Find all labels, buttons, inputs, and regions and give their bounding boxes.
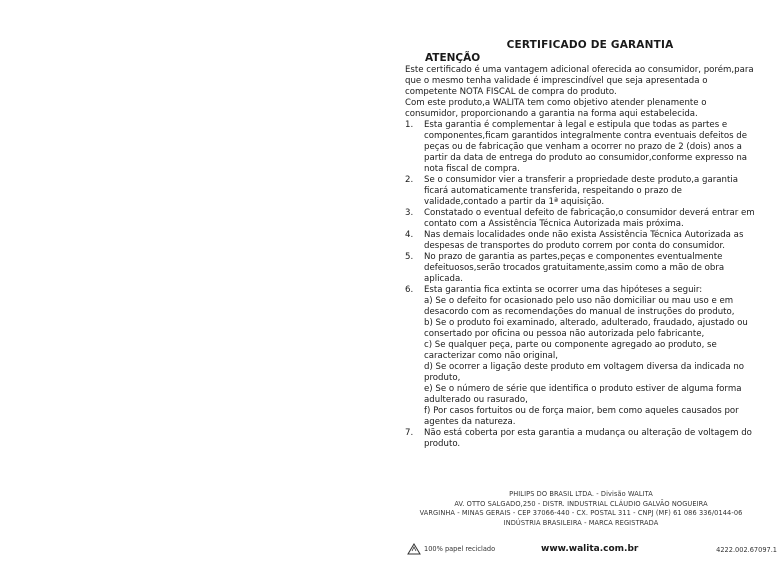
- list-item: [405, 428, 757, 450]
- sub-item: f) Por casos fortuitos ou de força maior, bem como aqueles causados por agentes da natureza.: [424, 406, 739, 427]
- conditions-list: [405, 120, 757, 450]
- list-item: [405, 252, 757, 285]
- item-number: 6.: [405, 285, 414, 295]
- footer-line: VARGINHA - MINAS GERAIS - CEP 37066-440 - CX. POSTAL 311 - CNPJ (MF) 61 086 336/0144-06: [419, 509, 743, 517]
- item-text: Esta garantia é complementar à legal e estipula que todas as partes e componentes,ficam garantidos integralmente contra eventuais defeitos de peças ou de fabricação que venham a ocorrer no prazo de 2 (dois) anos a partir da data de entrega do produto ao consumidor,conforme expresso na nota fiscal de compra.: [424, 120, 748, 174]
- item-number: 3.: [405, 208, 414, 218]
- company-footer: [405, 490, 757, 528]
- item-text: Nas demais localidades onde não exista Assistência Técnica Autorizada as despesas de transportes do produto correm por conta do consumidor.: [424, 230, 744, 251]
- item-text: Se o consumidor vier a transferir a propriedade deste produto,a garantia ficará automaticamente transferida, respeitando o prazo de validade,contado a partir da 1ª aquisição.: [424, 175, 738, 207]
- sub-item: a) Se o defeito for ocasionado pelo uso não domiciliar ou mau uso e em desacordo com as recomendações do manual de instruções do produto,: [424, 296, 735, 317]
- page-title: CERTIFICADO DE GARANTIA: [506, 39, 674, 51]
- item-content: [424, 285, 757, 428]
- attention-heading: ATENÇÃO: [425, 52, 481, 64]
- sub-item: d) Se ocorrer a ligação deste produto em voltagem diversa da indicada no produto,: [424, 362, 745, 383]
- footer-line: INDÚSTRIA BRASILEIRA - MARCA REGISTRADA: [503, 518, 659, 527]
- sub-item: e) Se o número de série que identifica o produto estiver de alguma forma adulterado ou rasurado,: [424, 384, 742, 405]
- item-number: 1.: [405, 120, 414, 130]
- intro-paragraph: Este certificado é uma vantagem adicional oferecida ao consumidor, porém,para que o mesmo tenha validade é imprescindível que seja apresentada o competente NOTA FISCAL de compra do produto.: [405, 65, 754, 97]
- list-item: [405, 230, 757, 252]
- item-text: Esta garantia fica extinta se ocorrer uma das hipóteses a seguir:: [424, 285, 703, 295]
- footer-line: PHILIPS DO BRASIL LTDA. - Divisão WALITA: [509, 490, 653, 498]
- list-item: [405, 285, 757, 428]
- intro-paragraph: Com este produto,a WALITA tem como objetivo atender plenamente o consumidor, proporcionando a garantia na forma aqui estabelecida.: [405, 98, 707, 119]
- item-number: 4.: [405, 230, 414, 240]
- bottom-bar: [405, 543, 777, 559]
- item-text: Não está coberta por esta garantia a mudança ou alteração de voltagem do produto.: [424, 428, 752, 449]
- sub-item: b) Se o produto foi examinado, alterado, adulterado, fraudado, ajustado ou consertado por oficina ou pessoa não autorizada pelo fabricante,: [424, 318, 748, 339]
- item-text: No prazo de garantia as partes,peças e componentes eventualmente defeituosos,serão trocados gratuitamente,assim como a mão de obra aplicada.: [424, 252, 725, 284]
- item-number: 7.: [405, 428, 414, 438]
- list-item: [405, 120, 757, 175]
- footer-line: AV. OTTO SALGADO,250 - DISTR. INDUSTRIAL CLÁUDIO GALVÃO NOGUEIRA: [454, 499, 708, 508]
- item-number: 2.: [405, 175, 414, 185]
- list-item: [405, 208, 757, 230]
- recycled-label: 100% papel reciclado: [424, 545, 496, 553]
- sub-item: c) Se qualquer peça, parte ou componente agregado ao produto, se caracterizar como não original,: [424, 340, 717, 361]
- item-number: 5.: [405, 252, 414, 262]
- document-code: 4222.002.67097.1: [716, 546, 777, 554]
- recycle-icon: [407, 543, 421, 555]
- website-link[interactable]: www.walita.com.br: [541, 544, 639, 554]
- warranty-certificate: [405, 38, 757, 450]
- recycled-note: [407, 543, 495, 555]
- list-item: [405, 175, 757, 208]
- item-text: Constatado o eventual defeito de fabricação,o consumidor deverá entrar em contato com a Assistência Técnica Autorizada mais próxima.: [424, 208, 755, 229]
